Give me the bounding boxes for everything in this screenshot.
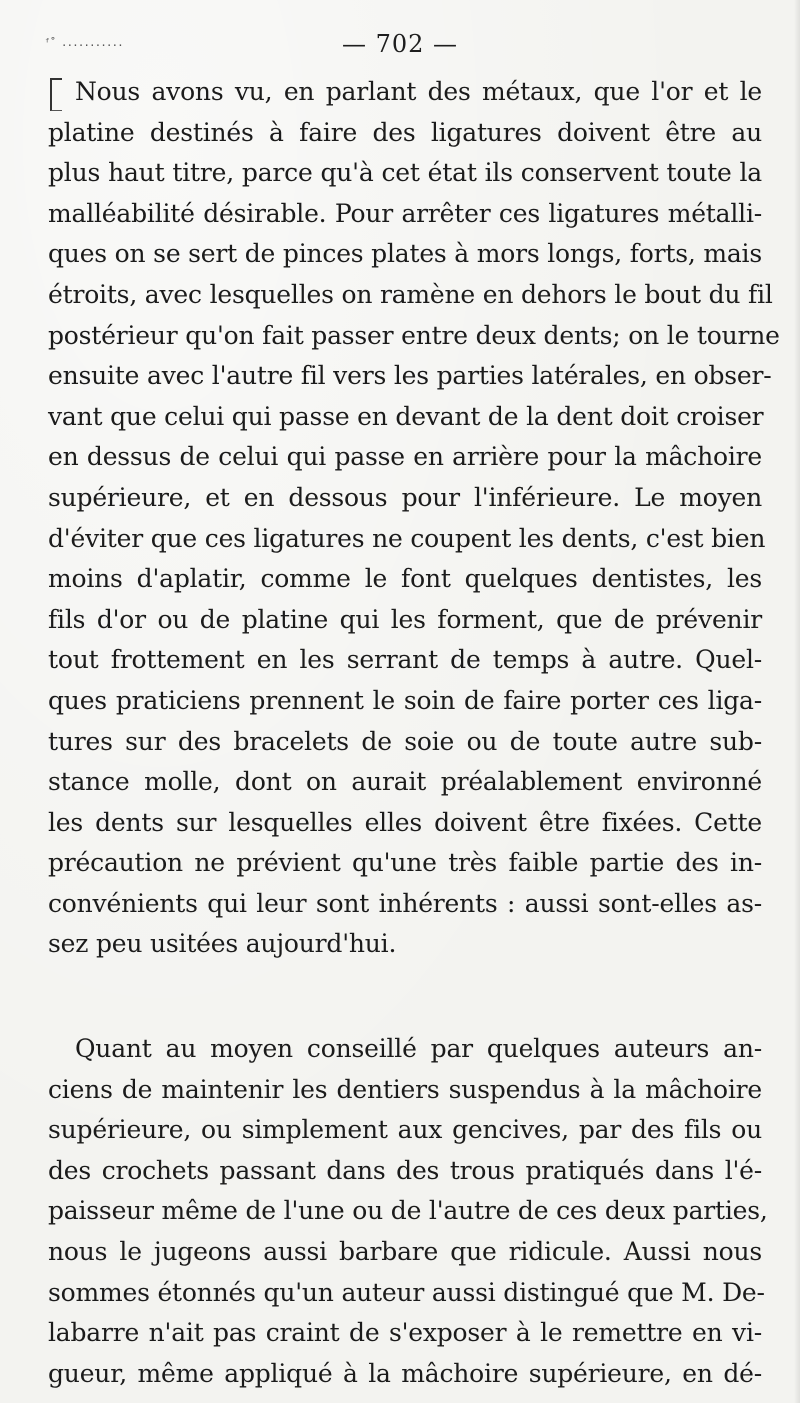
text-line: convénients qui leur sont inhérents : aussi sont-elles as-: [48, 888, 762, 918]
text-line: ciens de maintenir les dentiers suspendus à la mâchoire: [48, 1074, 762, 1104]
text-line: les dents sur lesquelles elles doivent être fixées. Cette: [48, 807, 762, 837]
page-edge-shadow: [794, 0, 800, 1403]
text-line: paisseur même de l'une ou de l'autre de ces deux parties,: [48, 1196, 768, 1226]
text-line: ques praticiens prennent le soin de faire porter ces liga-: [48, 685, 762, 715]
body-text: [48, 72, 780, 1394]
text-line: platine destinés à faire des ligatures doivent être au: [48, 117, 762, 147]
text-line: gueur, même appliqué à la mâchoire supérieure, en dé-: [48, 1358, 762, 1388]
text-line: labarre n'ait pas craint de s'exposer à le remettre en vi-: [48, 1318, 762, 1348]
text-line: supérieure, et en dessous pour l'inférieure. Le moyen: [48, 482, 762, 512]
text-line: supérieure, ou simplement aux gencives, par des fils ou: [48, 1115, 762, 1145]
text-line: Nous avons vu, en parlant des métaux, que l'or et le: [75, 77, 762, 106]
text-line: moins d'aplatir, comme le font quelques dentistes, les: [48, 564, 762, 594]
corner-mark: ᶠ˚ ...........: [44, 36, 123, 49]
page-number: — 702 —: [341, 30, 459, 58]
text-line: nous le jugeons aussi barbare que ridicule. Aussi nous: [48, 1237, 762, 1267]
paragraph-2: [48, 1029, 768, 1394]
text-line: précaution ne prévient qu'une très faible partie des in-: [48, 848, 762, 878]
text-line: postérieur qu'on fait passer entre deux dents; on le tourne: [48, 320, 780, 350]
text-line: fils d'or ou de platine qui les forment, que de prévenir: [48, 604, 762, 634]
text-line: vant que celui qui passe en devant de la dent doit croiser: [48, 401, 764, 431]
text-line: sez peu usitées aujourd'hui.: [48, 929, 397, 959]
text-line: tures sur des bracelets de soie ou de toute autre sub-: [48, 726, 762, 756]
text-line: plus haut titre, parce qu'à cet état ils conservent toute la: [48, 158, 762, 188]
text-line: Quant au moyen conseillé par quelques auteurs an-: [75, 1034, 762, 1064]
text-line: en dessus de celui qui passe en arrière pour la mâchoire: [48, 442, 762, 472]
text-line: étroits, avec lesquelles on ramène en dehors le bout du fil: [48, 279, 773, 309]
text-line: d'éviter que ces ligatures ne coupent les dents, c'est bien: [48, 523, 766, 553]
text-line: ques on se sert de pinces plates à mors longs, forts, mais: [48, 239, 762, 269]
text-line: des crochets passant dans des trous pratiqués dans l'é-: [48, 1155, 762, 1185]
text-line: malléabilité désirable. Pour arrêter ces ligatures métalli-: [48, 198, 762, 228]
text-line: tout frottement en les serrant de temps à autre. Quel-: [48, 645, 762, 675]
paragraph-1: [48, 72, 780, 965]
text-line: ensuite avec l'autre fil vers les parties latérales, en obser-: [48, 361, 772, 391]
text-line: sommes étonnés qu'un auteur aussi distingué que M. De-: [48, 1277, 765, 1307]
text-line: stance molle, dont on aurait préalablement environné: [48, 767, 762, 797]
paragraph-gap: [48, 965, 762, 1029]
